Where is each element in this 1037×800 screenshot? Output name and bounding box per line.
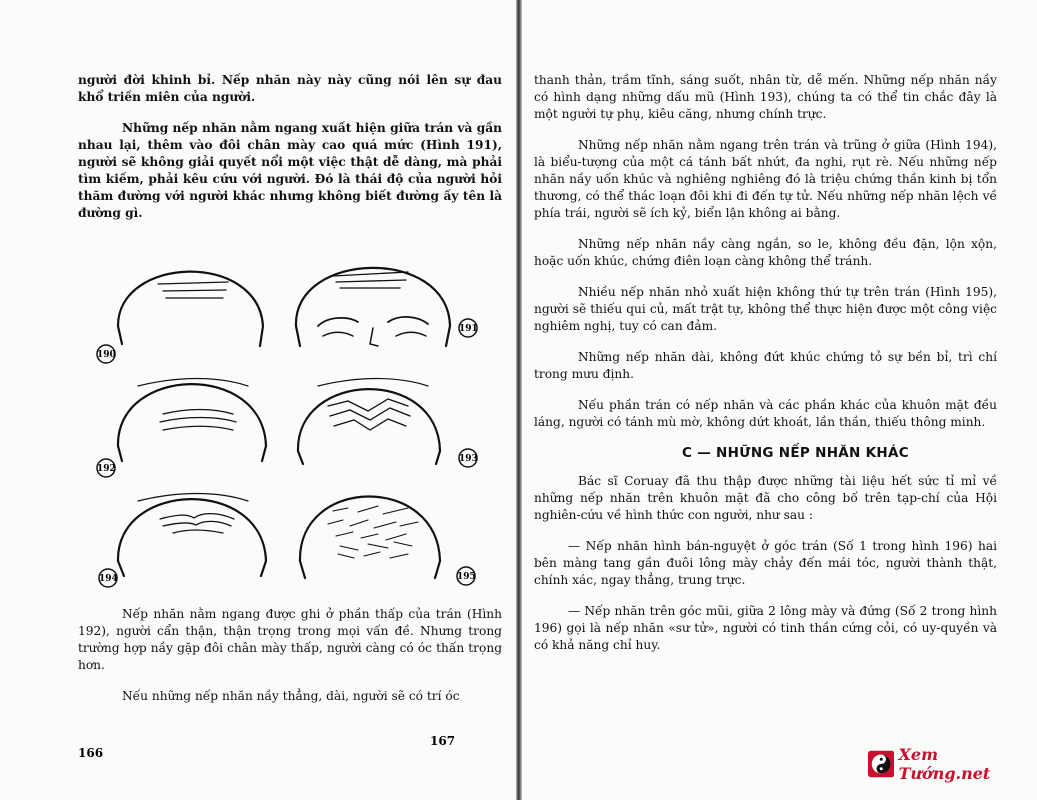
left-paragraph-2: Những nếp nhăn nằm ngang xuất hiện giữa trán và gần nhau lại, thêm vào đôi chân mày cao quá mức (Hình 191), người sẽ không giải quyết nổi một việc thật dễ dàng, mà phải tìm kiếm, phải kêu cứu với người. Đó là thái độ của người hỏi thăm đường với người khác nhưng không biết đường ấy tên là đường gì. xyxy=(78,121,502,220)
left-paragraph-1: người đời khinh bỉ. Nếp nhăn này này cũng nói lên sự đau khổ triền miên của người. xyxy=(78,73,502,104)
right-paragraph-8: — Nếp nhăn hình bán-nguyệt ở góc trán (Số 1 trong hình 196) hai bên màng tang gần đuôi lông mày chảy đến mái tóc, người thành thật, chính xác, ngay thẳng, trung trực. xyxy=(534,539,997,587)
right-page xyxy=(522,0,1037,800)
right-page-number: 167 xyxy=(430,734,456,748)
figure-191-illustration xyxy=(296,268,450,346)
figure-label-191: 191 xyxy=(459,324,478,334)
right-paragraph-2: Những nếp nhăn nằm ngang trên trán và trũng ở giữa (Hình 194), là biểu-tượng của một cá tánh bất nhứt, đa nghi, rụt rè. Nếu những nếp nhăn nầy uốn khúc và nghiêng nghiêng đó là triệu chứng thần kinh bị tổn thương, có thể thác loạn đôi khi đi đến tự tử. Nếu những nếp nhăn lệch về phía trái, người sẽ ích kỷ, biển lận không ai bằng. xyxy=(534,138,997,220)
yin-yang-icon xyxy=(868,750,894,778)
right-paragraph-4: Nhiều nếp nhăn nhỏ xuất hiện không thứ tự trên trán (Hình 195), người sẽ thiếu qui củ, mất trật tự, không thể thực hiện được một công việc nghiêm nghị, tuy có can đảm. xyxy=(534,285,997,333)
left-paragraph-3: Nếp nhăn nằm ngang được ghi ở phần thấp của trán (Hình 192), người cẩn thận, thận trọng trong mọi vấn đề. Nhưng trong trường hợp nầy gặp đôi chân mày thấp, người càng có óc thấn trọng hơn. xyxy=(78,607,502,672)
figure-193-illustration xyxy=(298,379,440,465)
left-paragraph-4: Nếu những nếp nhăn nầy thẳng, dài, người sẽ có trí óc xyxy=(122,689,460,703)
section-heading: C — NHỮNG NẾP NHĂN KHÁC xyxy=(682,445,909,461)
right-paragraph-5: Những nếp nhăn dài, không đứt khúc chứng tỏ sự bền bỉ, trì chí trong mưu định. xyxy=(534,350,997,381)
watermark-text: Xem Tướng.net xyxy=(898,745,991,783)
right-paragraph-3: Những nếp nhăn nầy càng ngắn, so le, không đều đặn, lộn xộn, hoặc uốn khúc, chứng điên loạn càng không thể tránh. xyxy=(534,237,997,268)
forehead-illustrations xyxy=(78,236,498,596)
figure-label-192: 192 xyxy=(97,464,116,474)
figure-192-illustration xyxy=(118,379,266,462)
right-paragraph-6: Nếu phần trán có nếp nhăn và các phần khác của khuôn mặt đều láng, người có tánh mù mờ, không dứt khoát, lần thần, thiếu thông minh. xyxy=(534,398,997,429)
left-page-number: 166 xyxy=(78,746,104,760)
figure-190-illustration xyxy=(118,272,263,346)
figure-label-194: 194 xyxy=(99,574,118,584)
left-page xyxy=(0,0,518,800)
right-paragraph-7: Bác sĩ Coruay đã thu thập được những tài liệu hết sức tỉ mỉ về những nếp nhăn trên khuôn mặt đã cho công bố trên tạp-chí của Hội nghiên-cứu về hình thức con người, như sau : xyxy=(534,474,997,522)
figure-label-190: 190 xyxy=(97,350,116,360)
figure-194-illustration xyxy=(118,494,266,577)
figure-label-193: 193 xyxy=(459,454,478,464)
figure-label-195: 195 xyxy=(457,572,476,582)
right-paragraph-1: thanh thản, trầm tĩnh, sáng suốt, nhân từ, dễ mến. Những nếp nhăn nầy có hình dạng những dấu mũ (Hình 193), chúng ta có thể tin chắc đây là một người tự phụ, kiêu căng, nhưng chính trực. xyxy=(534,73,997,121)
site-watermark[interactable] xyxy=(868,745,1028,783)
figure-195-illustration xyxy=(300,496,440,578)
forehead-figures xyxy=(78,236,498,596)
right-paragraph-9: — Nếp nhăn trên góc mũi, giữa 2 lông mày và đứng (Số 2 trong hình 196) gọi là nếp nhăn «sư tử», người có tinh thần cứng cỏi, có uy-quyền và có khả năng chỉ huy. xyxy=(534,604,997,652)
